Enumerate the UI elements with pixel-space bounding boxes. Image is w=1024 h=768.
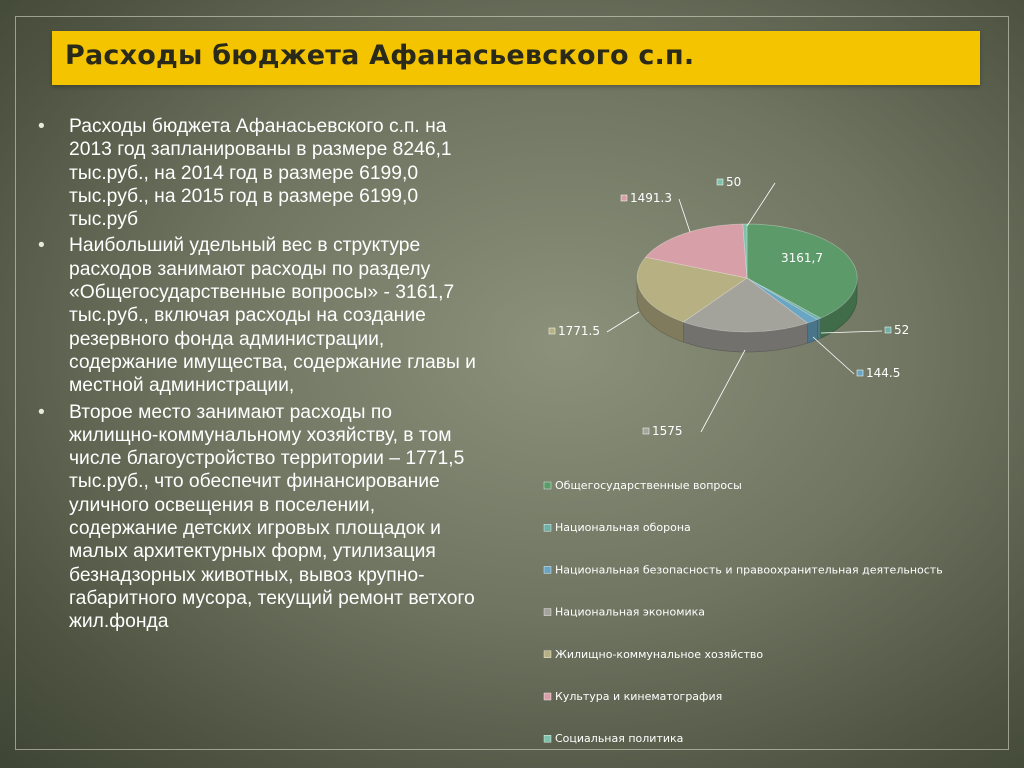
legend-entry: Культура и кинематография [555, 690, 723, 703]
leader-line [813, 337, 854, 374]
legend-swatch [544, 735, 551, 742]
pie-tops [637, 224, 857, 332]
label-marker [621, 195, 627, 201]
legend-entry: Жилищно-коммунальное хозяйство [555, 647, 764, 661]
legend-entry: Национальная безопасность и правоохранительная деятельность [555, 563, 943, 577]
legend-swatch [544, 524, 551, 531]
data-label: 52 [894, 323, 910, 337]
bullet-dot-icon: • [38, 116, 45, 137]
label-marker [857, 370, 863, 376]
bullet-dot-icon: • [38, 235, 45, 257]
bullet-text: Второе место занимают расходы по жилищно-коммунальному хозяйству, в том числе благоустройство территории – 1771,5 тыс.руб., что обеспечит финансирование уличного освещения в поселении, содержание детских игровых площадок и малых архитектурных форм, утилизация безнадзорных животных, вывоз крупно-габаритного мусора, текущий ремонт ветхого жил.фонда [69, 401, 475, 633]
bullet-dot-icon: • [38, 401, 45, 423]
pie-slice-side [817, 318, 820, 339]
legend-swatch [544, 482, 551, 489]
bullet-text: Наибольший удельный вес в структуре расходов занимают расходы по разделу «Общегосударственные вопросы» - 3161,7 тыс.руб., включая расходы на создание резервного фонда администрации, содержание имущества, содержание главы и местной администрации, [69, 235, 476, 397]
legend-entry: Национальная оборона [555, 521, 691, 535]
legend-swatch [544, 693, 551, 700]
legend-swatch [544, 651, 551, 658]
legend-swatch [544, 566, 551, 573]
data-label: 1771.5 [558, 324, 600, 338]
label-marker [549, 328, 555, 334]
label-marker [885, 327, 891, 333]
label-marker [717, 179, 723, 185]
slide-title: Расходы бюджета Афанасьевского с.п. [65, 40, 695, 71]
leader-line [607, 312, 639, 332]
data-label: 50 [726, 175, 742, 189]
data-label: 3161,7 [781, 251, 823, 265]
data-label: 1575 [652, 424, 683, 438]
bullet-text: Расходы бюджета Афанасьевского с.п. на 2013 год запланированы в размере 8246,1 тыс.руб., на 2014 год в размере 6199,0 тыс.руб., на 2015 год в размере 6199,0 тыс.руб [69, 116, 452, 231]
legend-entry: Общегосударственные вопросы [555, 479, 742, 492]
legend-swatch [544, 609, 551, 616]
legend [544, 479, 943, 745]
legend-entry: Национальная экономика [555, 605, 706, 619]
leader-line [747, 183, 775, 226]
data-label: 1491.3 [630, 191, 672, 205]
leader-line [701, 350, 745, 432]
leader-line [679, 199, 690, 232]
label-marker [643, 428, 649, 434]
data-label: 144.5 [866, 366, 901, 380]
legend-entry: Социальная политика [555, 732, 684, 746]
